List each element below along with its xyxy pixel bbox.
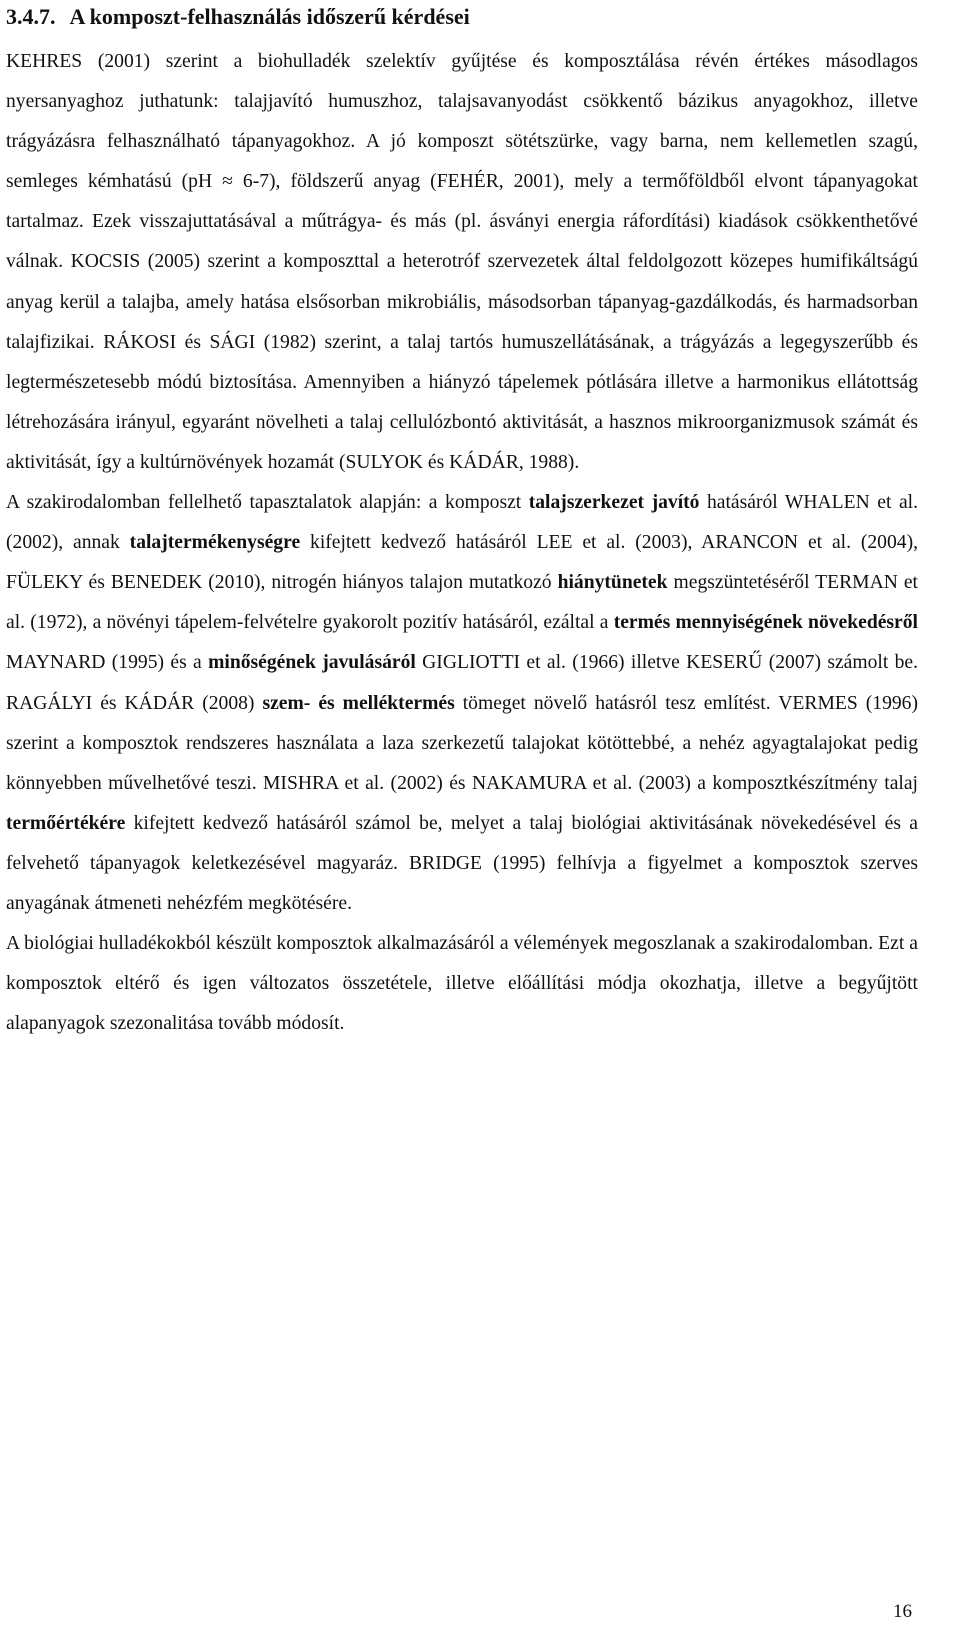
paragraph-text: MAYNARD (1995) és a: [6, 652, 209, 674]
emphasis-text: talajtermékenységre: [129, 532, 301, 554]
page-number: 16: [893, 1601, 912, 1622]
document-page: [6, 0, 918, 1044]
section-heading: [6, 0, 918, 42]
emphasis-text: minőségének javulásáról: [208, 652, 416, 674]
paragraph-text: kifejtett kedvező hatásáról számol be, melyet a talaj biológiai aktivitásának növekedésével és a felvehető tápanyagok keletkezésével magyaráz. BRIDGE (1995) felhívja a figyelmet a komposztok szerves anyagának átmeneti nehézfém megkötésére.: [6, 812, 918, 914]
paragraph-text: A szakirodalomban fellelhető tapasztalatok alapján: a komposzt: [6, 492, 529, 514]
paragraph-text: tömeget növelő hatásról tesz említést. VERMES (1996) szerint a komposztok rendszeres használata a laza szerkezetű talajokat kötöttebbé, a nehéz agyagtalajokat pedig könnyebben művelhetővé teszi. MISHRA et al. (2002) és NAKAMURA et al. (2003) a komposztkészítmény talaj: [6, 692, 919, 794]
emphasis-text: talajszerkezet javító: [528, 492, 700, 514]
paragraph-text: kifejtett kedvező hatásáról LEE et al. (2003), ARANCON et al. (2004), FÜLEKY és BENEDEK (2010), nitrogén hiányos talajon mutatkozó: [6, 532, 918, 594]
paragraph-text: KEHRES (2001) szerint a biohulladék szelektív gyűjtése és komposztálása révén értékes másodlagos nyersanyaghoz juthatunk: talajjavító humuszhoz, talajsavanyodást csökkentő bázikus anyagokhoz, illetve trágyázásra felhasználható tápanyagokhoz. A jó komposzt sötétszürke, vagy barna, nem kellemetlen szagú, semleges kémhatású (pH ≈ 6-7), földszerű anyag (FEHÉR, 2001), mely a termőföldből elvont tápanyagokat tartalmaz. Ezek visszajuttatásával a műtrágya- és más (pl. ásványi energia ráfordítási) kiadások csökkenthetővé válnak. KOCSIS (2005) szerint a komposzttal a heterotróf szervezetek által feldolgozott közepes humifikáltságú anyag kerül a talajba, amely hatása elsősorban mikrobiális, másodsorban tápanyag-gazdálkodás, és harmadsorban talajfizikai. RÁKOSI és SÁGI (1982) szerint, a talaj tartós humuszellátásának, a trágyázás a legegyszerűbb és legtermészetesebb módú biztosítása. Amennyiben a hiányzó tápelemek pótlására illetve a harmonikus ellátottság létrehozására irányul, egyaránt növelheti a talaj cellulózbontó aktivitását, a hasznos mikroorganizmusok számát és aktivitását, így a kultúrnövények hozamát (SULYOK és KÁDÁR, 1988).: [6, 51, 918, 473]
paragraph: [6, 924, 918, 1044]
emphasis-text: termőértékére: [6, 812, 126, 834]
emphasis-text: hiánytünetek: [557, 572, 668, 594]
emphasis-text: termés mennyiségének növekedésről: [613, 612, 918, 634]
section-number: 3.4.7.: [6, 4, 56, 29]
paragraph-text: hatásáról WHALEN et al. (2002), annak: [6, 492, 918, 554]
section-title: A komposzt-felhasználás időszerű kérdései: [69, 4, 470, 29]
emphasis-text: szem- és melléktermés: [262, 692, 455, 714]
paragraph-text: A biológiai hulladékokból készült komposztok alkalmazásáról a vélemények megoszlanak a szakirodalomban. Ezt a komposztok eltérő és igen változatos összetétele, illetve előállítási módja okozhatja, illetve a begyűjtött alapanyagok szezonalitása tovább módosít.: [6, 933, 918, 1035]
paragraph-text: GIGLIOTTI et al. (1966) illetve KESERŰ (2007) számolt be. RAGÁLYI és KÁDÁR (2008): [6, 652, 918, 714]
paragraph-text: megszüntetéséről TERMAN et al. (1972), a növényi tápelem-felvételre gyakorolt pozitív hatásáról, ezáltal a: [6, 572, 919, 634]
paragraph: [6, 483, 918, 924]
paragraph: [6, 42, 918, 483]
